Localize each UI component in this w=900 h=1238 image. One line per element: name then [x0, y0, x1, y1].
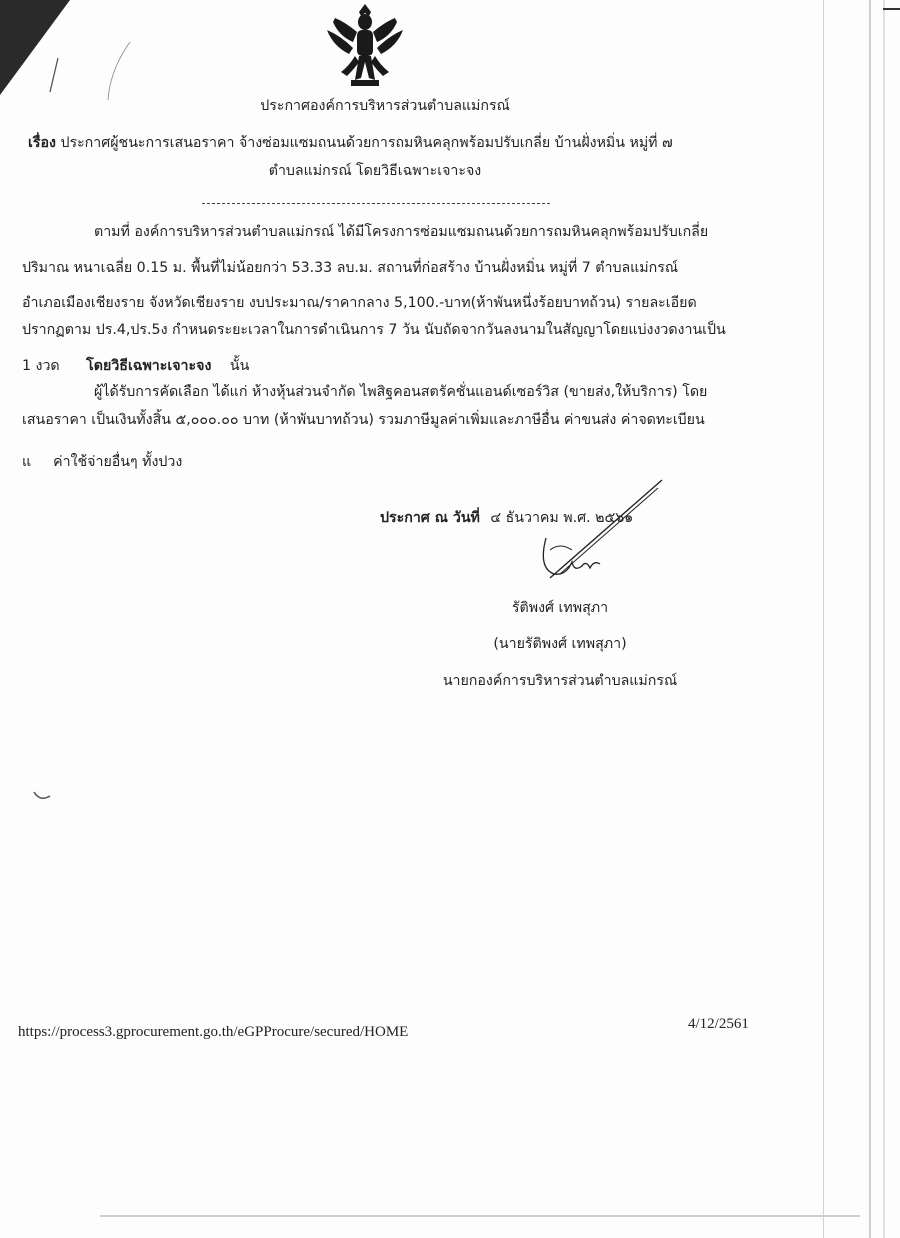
footer-date: 4/12/2561 — [688, 1016, 749, 1032]
para2-end: ค่าใช้จ่ายอื่นๆ ทั้งปวง — [53, 454, 183, 470]
para1-end: นั้น — [229, 358, 250, 374]
installment-text: 1 งวด — [22, 358, 60, 374]
para2-line-3 — [22, 452, 182, 472]
header-divider — [202, 203, 550, 204]
garuda-emblem-icon — [315, 0, 415, 92]
para1-line-4: ปรากฏตาม ปร.4,ปร.5ง กำหนดระยะเวลาในการดำเนินการ 7 วัน นับถัดจากวันลงนามในสัญญาโดยแบ่งงวดงานเป็น — [22, 322, 726, 338]
pen-stroke-marks — [30, 30, 140, 100]
para2-line-1: ผู้ได้รับการคัดเลือก ได้แก่ ห้างหุ้นส่วนจำกัด ไพสิฐคอนสตรัคชั่นแอนด์เซอร์วิส (ขายส่ง,ให้บริการ) โดย — [94, 384, 708, 400]
signer-name: รัติพงศ์ เทพสุภา — [511, 600, 609, 616]
signer-name-parenthesized: (นายรัติพงศ์ เทพสุภา) — [493, 636, 627, 652]
scan-smudge — [30, 786, 60, 806]
para2-line-2: เสนอราคา เป็นเงินทั้งสิ้น ๕,๐๐๐.๐๐ บาท (ห้าพันบาทถ้วน) รวมภาษีมูลค่าเพิ่มและภาษีอื่น ค่าขนส่ง ค่าจดทะเบียน — [22, 412, 705, 428]
announce-date: ๔ ธันวาคม พ.ศ. ๒๕๖๑ — [490, 510, 634, 526]
org-title: ประกาศองค์การบริหารส่วนตำบลแม่กรณ์ — [260, 98, 510, 114]
procurement-method: โดยวิธีเฉพาะเจาะจง — [86, 358, 212, 374]
subject-text: ประกาศผู้ชนะการเสนอราคา จ้างซ่อมแซมถนนด้วยการถมหินคลุกพร้อมปรับเกลี่ย บ้านฝั่งหมิ่น หมู่ที่ ๗ — [60, 135, 673, 151]
para1-line-3: อำเภอเมืองเชียงราย จังหวัดเชียงราย งบประมาณ/ราคากลาง 5,100.-บาท(ห้าพันหนึ่งร้อยบาทถ้วน) รายละเอียด — [22, 295, 697, 311]
para2-fragment: แ — [22, 454, 32, 470]
footer-url: https://process3.gprocurement.go.th/eGPProcure/secured/HOME — [18, 1024, 409, 1040]
para1-line-1: ตามที่ องค์การบริหารส่วนตำบลแม่กรณ์ ได้มีโครงการซ่อมแซมถนนด้วยการถมหินคลุกพร้อมปรับเกลี่ย — [94, 224, 709, 240]
subject-line-1 — [28, 133, 673, 153]
subject-line-2: ตำบลแม่กรณ์ โดยวิธีเฉพาะเจาะจง — [268, 163, 482, 179]
scan-right-edge — [805, 0, 900, 1238]
signer-position: นายกองค์การบริหารส่วนตำบลแม่กรณ์ — [442, 673, 678, 689]
signature-mark — [530, 478, 670, 588]
subject-label: เรื่อง — [28, 135, 56, 151]
scan-bottom-edge — [100, 1215, 860, 1217]
para1-line-5 — [22, 356, 249, 376]
announce-label: ประกาศ ณ วันที่ — [380, 510, 480, 526]
para1-line-2: ปริมาณ หนาเฉลี่ย 0.15 ม. พื้นที่ไม่น้อยกว่า 53.33 ลบ.ม. สถานที่ก่อสร้าง บ้านฝั่งหมิ่น หมู่ที่ 7 ตำบลแม่กรณ์ — [22, 260, 679, 276]
